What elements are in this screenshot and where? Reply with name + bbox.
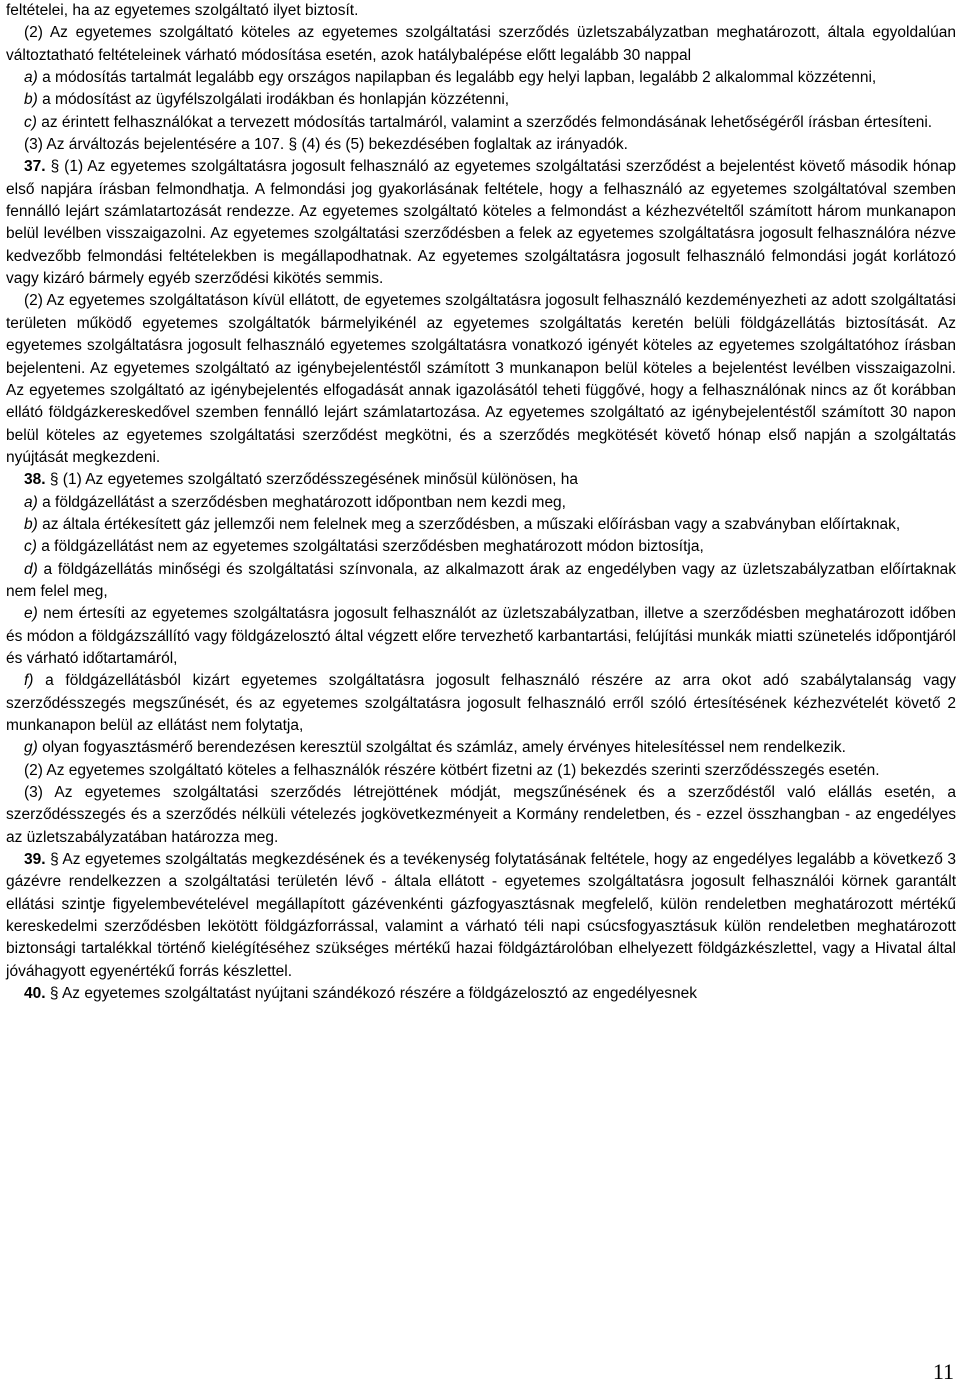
text: (2) Az egyetemes szolgáltató köteles az egyetemes szolgáltatási szerződés üzletszabályzatban meghatározott, általa egyoldalúan változtatható feltételeinek várható módosítása esetén, azok hatálybalépése előtt legalább 30 nappal — [6, 24, 956, 64]
text: a földgázellátás minőségi és szolgáltatási színvonala, az alkalmazott árak az engedélyben vagy az üzletszabályzatban előírtaknak nem felel meg, — [6, 560, 956, 600]
text: (1) Az egyetemes szolgáltatásra jogosult felhasználó az egyetemes szolgáltatási szerződést a bejelentést követő második hónap első napjára írásban felmondhatja. A felmondási jog gyakorlásának feltétele, hogy a felhasználó az egyetemes szolgáltatóval szemben fennálló lejárt számlatartozását rendezze. Az egyetemes szolgáltató köteles a felmondást a kézhezvételtől számított három munkanapon belül levélben visszaigazolni. Az egyetemes szolgáltatási szerződésben a felek az egyetemes szolgáltatásra jogosult felhasználóra nézve kedvezőbb felmondási feltételekben is megállapodhatnak. Az egyetemes szolgáltatásra jogosult felhasználó felmondási jogát korlátozó vagy kizáró bármely egyéb szerződési kikötés semmis. — [6, 158, 956, 288]
text: feltételei, ha az egyetemes szolgáltató ilyet biztosít. — [6, 2, 359, 19]
section-40 — [6, 983, 956, 1005]
section-symbol: § — [288, 136, 298, 154]
item-38-b — [6, 514, 956, 536]
section-number: 40. — [24, 985, 46, 1003]
text: a földgázellátást a szerződésben meghatározott időpontban nem kezdi meg, — [37, 493, 566, 511]
item-b — [6, 89, 956, 111]
text: (3) Az árváltozás bejelentésére a 107. — [24, 136, 289, 154]
page-number: 11 — [932, 1359, 954, 1384]
item-38-d — [6, 559, 956, 604]
item-label: c) — [24, 113, 37, 131]
section-number: 37. — [24, 158, 46, 176]
item-label: b) — [24, 91, 38, 109]
section-symbol: § — [49, 985, 59, 1003]
item-label: a) — [24, 493, 38, 511]
paragraph-38-3 — [6, 782, 956, 849]
paragraph-36-2 — [6, 22, 956, 67]
item-38-a — [6, 492, 956, 514]
text: (3) Az egyetemes szolgáltatási szerződés létrejöttének módját, megszűnésének és a szerződéstől való elállás esetén, a szerződésszegés és a szerződés nélküli vételezés jogkövetkezményeit a Kormány rendeletben, és - ezzel összhangban - az engedélyes az üzletszabályzatában határozza meg. — [6, 784, 956, 846]
paragraph-continuation — [6, 0, 956, 22]
item-38-g — [6, 737, 956, 759]
item-label: f) — [24, 672, 34, 690]
text: a módosítás tartalmát legalább egy országos napilapban és legalább egy helyi lapban, legalább 2 alkalommal közzétenni, — [37, 69, 877, 87]
item-label: d) — [24, 560, 38, 578]
text: nem értesíti az egyetemes szolgáltatásra jogosult felhasználót az üzletszabályzatban, illetve a szerződésben meghatározott időben és módon a földgázszállító vagy földgázelosztó által végzett előre tervezhető karbantartási, felújítási munkák miatti szünetelés időpontjáról és várható időtartamáról, — [6, 605, 956, 667]
section-symbol: § — [50, 851, 59, 869]
text: a módosítást az ügyfélszolgálati irodákban és honlapján közzétenni, — [37, 91, 510, 109]
text: (2) Az egyetemes szolgáltatáson kívül ellátott, de egyetemes szolgáltatásra jogosult felhasználó kezdeményezheti az adott szolgáltatási területen működő egyetemes szolgáltatók bármelyikénél az egyetemes szolgáltatás keretén belüli földgázellátás biztosítását. Az egyetemes szolgáltatásra jogosult felhasználó egyetemes szolgáltatásra vonatkozó igényét köteles az egyetemes szolgáltatóhoz írásban bejelenteni. Az egyetemes szolgáltató az igénybejelentéstől számított 3 munkanapon belül köteles a bejelentést levélben visszaigazolni. Az egyetemes szolgáltató az igénybejelentés elfogadását annak igazolásától teheti függővé, hogy a felhasználónak nincs az őt korábban ellátó földgázkereskedővel szemben fennálló lejárt számlatartozása. Az egyetemes szolgáltató az igénybejelentéstől számított 30 napon belül köteles az egyetemes szolgáltatási szerződést megkötni, és a szerződés megkötését követő hónap első napján a szolgáltatás nyújtását megkezdeni. — [6, 292, 956, 466]
section-38 — [6, 469, 956, 491]
section-number: 38. — [24, 471, 46, 489]
item-label: e) — [24, 605, 38, 623]
section-symbol: § — [50, 158, 60, 176]
paragraph-36-3 — [6, 134, 956, 156]
text: Az egyetemes szolgáltatás megkezdésének és a tevékenység folytatásának feltétele, hogy az engedélyes legalább a következő 3 gázévre rendelkezzen a szolgáltatási területén lévő - általa ellátott - egyetemes szolgáltatásra jogosult felhasználói körnek garantált ellátási szintje figyelembevételével megállapított gázévenkénti gázfogyasztásnak megfelelő, külön rendeletben meghatározott mértékű kereskedelmi szerződésben lekötött földgázforrással, valamint a várható téli napi csúcsfogyasztásuk külön rendeletben meghatározott biztonsági tartalékkal történő kielégítéséhez szükséges mértékű hazai földgáztárolóban elhelyezett földgázkészlettel, vagy a Hivatal által jóváhagyott egyenértékű forrás készlettel. — [6, 851, 956, 980]
text: (4) és (5) bekezdésében foglaltak az irányadók. — [297, 136, 628, 154]
document-page — [6, 0, 956, 1005]
item-38-e — [6, 603, 956, 670]
item-c — [6, 112, 956, 134]
item-label: a) — [24, 69, 38, 87]
text: az érintett felhasználókat a tervezett módosítás tartalmáról, valamint a szerződés felmondásának lehetőségéről írásban értesíteni. — [36, 113, 933, 131]
section-symbol: § — [49, 471, 59, 489]
text: (2) Az egyetemes szolgáltató köteles a felhasználók részére kötbért fizetni az (1) bekezdés szerinti szerződésszegés esetén. — [24, 761, 880, 779]
item-label: b) — [24, 515, 38, 533]
text: a földgázellátásból kizárt egyetemes szolgáltatásra jogosult felhasználó részére az arra okot adó szabálytalanság vagy szerződésszegés megszűnését, és az egyetemes szolgáltatásra jogosult felhasználó erről szóló értesítésének kézhezvételét követő 2 munkanapon belül az ellátást nem folytatja, — [6, 672, 956, 734]
text: a földgázellátást nem az egyetemes szolgáltatási szerződésben meghatározott módon biztosítja, — [36, 538, 704, 556]
text: az általa értékesített gáz jellemzői nem felelnek meg a szerződésben, a műszaki előírásban vagy a szabványban előírtaknak, — [37, 515, 901, 533]
text: (1) Az egyetemes szolgáltató szerződésszegésének minősül különösen, ha — [58, 471, 579, 489]
text: Az egyetemes szolgáltatást nyújtani szándékozó részére a földgázelosztó az engedélyesnek — [58, 985, 697, 1003]
item-label: g) — [24, 739, 38, 757]
item-label: c) — [24, 538, 37, 556]
item-38-c — [6, 536, 956, 558]
text: olyan fogyasztásmérő berendezésen keresztül szolgáltat és számláz, amely érvényes hitelesítéssel nem rendelkezik. — [37, 739, 846, 757]
paragraph-38-2 — [6, 760, 956, 782]
section-39 — [6, 849, 956, 983]
section-number: 39. — [24, 851, 46, 869]
paragraph-37-2 — [6, 290, 956, 469]
section-37 — [6, 156, 956, 290]
item-38-f — [6, 670, 956, 737]
item-a — [6, 67, 956, 89]
